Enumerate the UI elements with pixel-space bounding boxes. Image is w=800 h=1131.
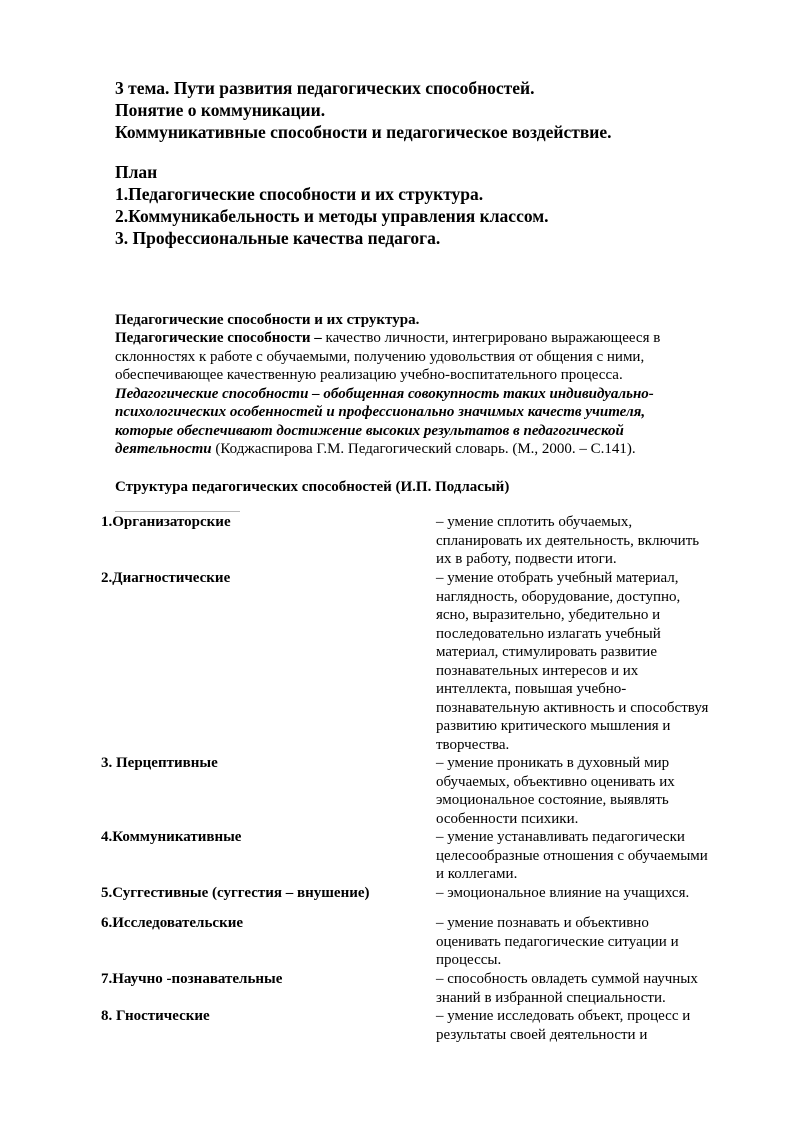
description-line: знаний в избранной специальности. [436,989,666,1006]
ability-description [436,884,746,903]
description-line: оценивать педагогические ситуации и [436,933,679,950]
heading-line: 3 тема. Пути развития педагогических способностей. [115,78,535,98]
description-line: – умение устанавливать педагогически [436,829,685,845]
description-line: спланировать их деятельность, включить [436,532,700,549]
description-line: интеллекта, повышая учебно- [436,681,627,697]
ability-name: 7.Научно -познавательные [101,971,283,987]
description-line: обучаемых, объективно оценивать их [436,773,675,790]
divider [115,511,240,512]
description-line: познавательную активность и способствуя [436,699,709,716]
description-line: – умение проникать в духовный мир [436,755,670,771]
ability-name: 8. Гностические [101,1008,210,1024]
description-line: их в работу, подвести итоги. [436,551,617,567]
ability-description [436,754,746,828]
ability-description [436,828,746,884]
plan-list [115,161,755,249]
ability-name: 2.Диагностические [101,570,231,586]
description-line: развитию критического мышления и [436,718,671,734]
ability-name: 1.Организаторские [101,514,231,530]
ability-description [436,513,746,569]
plan-item: 2.Коммуникабельность и методы управления классом. [115,206,549,226]
ability-description [436,1007,746,1044]
section-title: Педагогические способности и их структура. [115,312,420,328]
description-line: процессы. [436,952,502,968]
description-line: особенности психики. [436,810,579,827]
description-line: целесообразные отношения с обучаемыми [436,847,708,864]
ability-name: 6.Исследовательские [101,915,244,931]
ability-description [436,914,746,970]
description-line: материал, стимулировать развитие [436,644,657,660]
description-line: – умение исследовать объект, процесс и [436,1008,691,1024]
definition-italic: Педагогические способности – обобщенная совокупность таких индивидуально- [115,385,654,402]
description-line: результаты своей деятельности и [436,1026,648,1043]
definition-italic: которые обеспечивают достижение высоких результатов в педагогической [115,422,624,439]
definition-text: качество личности, интегрировано выражающееся в [321,330,661,346]
plan-item: 1.Педагогические способности и их структура. [115,184,484,204]
description-line: – эмоциональное влияние на учащихся. [436,885,690,901]
description-line: – умение сплотить обучаемых, [436,514,633,530]
description-line: – умение познавать и объективно [436,915,649,931]
definition-italic: психологических особенностей и профессионально значимых качеств учителя, [115,404,646,420]
definition-text: склонностях к работе с обучаемыми, получению удовольствия от общения с ними, [115,348,645,365]
description-line: наглядность, оборудование, доступно, [436,588,681,605]
description-line: эмоциональное состояние, выявлять [436,792,669,808]
description-line: познавательных интересов и их [436,662,639,679]
citation: (Коджаспирова Г.М. Педагогический словарь. (М., 2000. – С.141). [211,441,636,457]
description-line: и коллегами. [436,866,518,882]
plan-item: 3. Профессиональные качества педагога. [115,228,441,248]
ability-name: 4.Коммуникативные [101,829,242,845]
heading-line: Коммуникативные способности и педагогическое воздействие. [115,122,612,142]
topic-heading [115,77,755,143]
description-line: последовательно излагать учебный [436,625,661,642]
ability-name: 5.Суггестивные (суггестия – внушение) [101,885,370,901]
description-line: творчества. [436,736,510,753]
ability-name: 3. Перцептивные [101,755,218,771]
ability-description [436,569,746,754]
definition-text: обеспечивающее качественную реализацию учебно-воспитательного процесса. [115,367,623,383]
ability-description [436,970,746,1007]
definition-term: Педагогические способности – [115,330,322,346]
description-line: ясно, выразительно, убедительно и [436,607,661,623]
definition-paragraph [115,329,715,459]
structure-title: Структура педагогических способностей (И.П. Подласый) [115,479,510,495]
heading-line: Понятие о коммуникации. [115,100,326,120]
definition-italic: деятельности [115,441,212,457]
description-line: – способность овладеть суммой научных [436,971,698,987]
plan-title: План [115,162,158,182]
description-line: – умение отобрать учебный материал, [436,570,679,586]
